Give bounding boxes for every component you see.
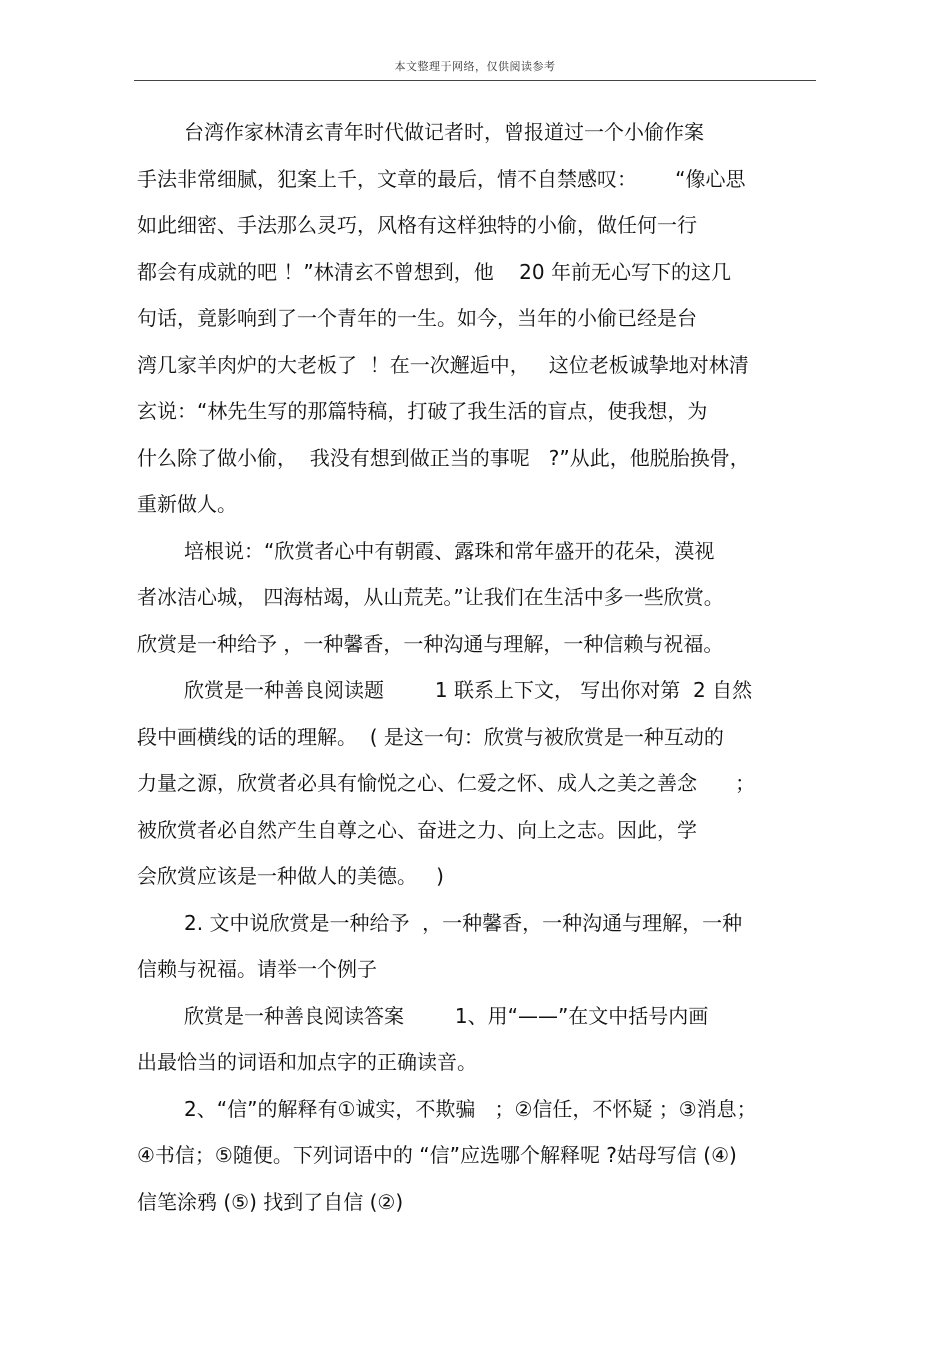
text-line: 如此细密、手法那么灵巧，风格有这样独特的小偷，做任何一行 xyxy=(137,213,697,237)
text-line: 会欣赏应该是一种做人的美德。 ) xyxy=(137,864,444,888)
text-line: 出最恰当的词语和加点字的正确读音。 xyxy=(137,1050,477,1074)
text-line: 重新做人。 xyxy=(137,492,237,516)
text-line: 湾几家羊肉炉的大老板了 ！在一次邂逅中， 这位老板诚挚地对林清 xyxy=(137,353,749,377)
text-line: 台湾作家林清玄青年时代做记者时，曾报道过一个小偷作案 xyxy=(184,120,704,144)
text-line: 都会有成就的吧 ！”林清玄不曾想到，他 20 年前无心写下的这几 xyxy=(137,260,731,284)
text-line: 欣赏是一种善良阅读答案 1、用“——”在文中括号内画 xyxy=(184,1004,709,1028)
text-line: 欣赏是一种善良阅读题 1 联系上下文， 写出你对第 2 自然 xyxy=(184,678,753,702)
text-line: 力量之源，欣赏者必具有愉悦之心、仁爱之怀、成人之美之善念 ； xyxy=(137,771,756,795)
text-line: 句话，竟影响到了一个青年的一生。如今，当年的小偷已经是台 xyxy=(137,306,697,330)
text-line: 培根说：“欣赏者心中有朝霞、露珠和常年盛开的花朵，漠视 xyxy=(184,539,715,563)
text-line: 信笔涂鸦 (⑤) 找到了自信 (②) xyxy=(137,1190,404,1214)
text-line: 手法非常细腻，犯案上千，文章的最后，情不自禁感叹： “像心思 xyxy=(137,167,746,191)
text-line: 被欣赏者必自然产生自尊之心、奋进之力、向上之志。因此，学 xyxy=(137,818,697,842)
header-divider xyxy=(134,80,816,81)
text-line: 信赖与祝福。请举一个例子 xyxy=(137,957,377,981)
text-line: 欣赏是一种给予 ，一种馨香，一种沟通与理解，一种信赖与祝福。 xyxy=(137,632,724,656)
page-header: 本文整理于网络，仅供阅读参考 xyxy=(394,60,556,73)
text-line: 者冰洁心城， 四海枯竭，从山荒芜。”让我们在生活中多一些欣赏。 xyxy=(137,585,724,609)
text-line: 段中画横线的话的理解。 ( 是这一句：欣赏与被欣赏是一种互动的 xyxy=(137,725,724,749)
text-line: ④书信；⑤随便。下列词语中的 “信”应选哪个解释呢 ?姑母写信 (④) xyxy=(137,1143,737,1167)
text-line: 什么除了做小偷， 我没有想到做正当的事呢 ?”从此，他脱胎换骨， xyxy=(137,446,750,470)
text-line: 2. 文中说欣赏是一种给予 ，一种馨香，一种沟通与理解，一种 xyxy=(184,911,743,935)
text-line: 2、“信”的解释有①诚实，不欺骗 ；②信任，不怀疑 ；③消息； xyxy=(184,1097,757,1121)
text-line: 玄说：“林先生写的那篇特稿，打破了我生活的盲点，使我想，为 xyxy=(137,399,708,423)
